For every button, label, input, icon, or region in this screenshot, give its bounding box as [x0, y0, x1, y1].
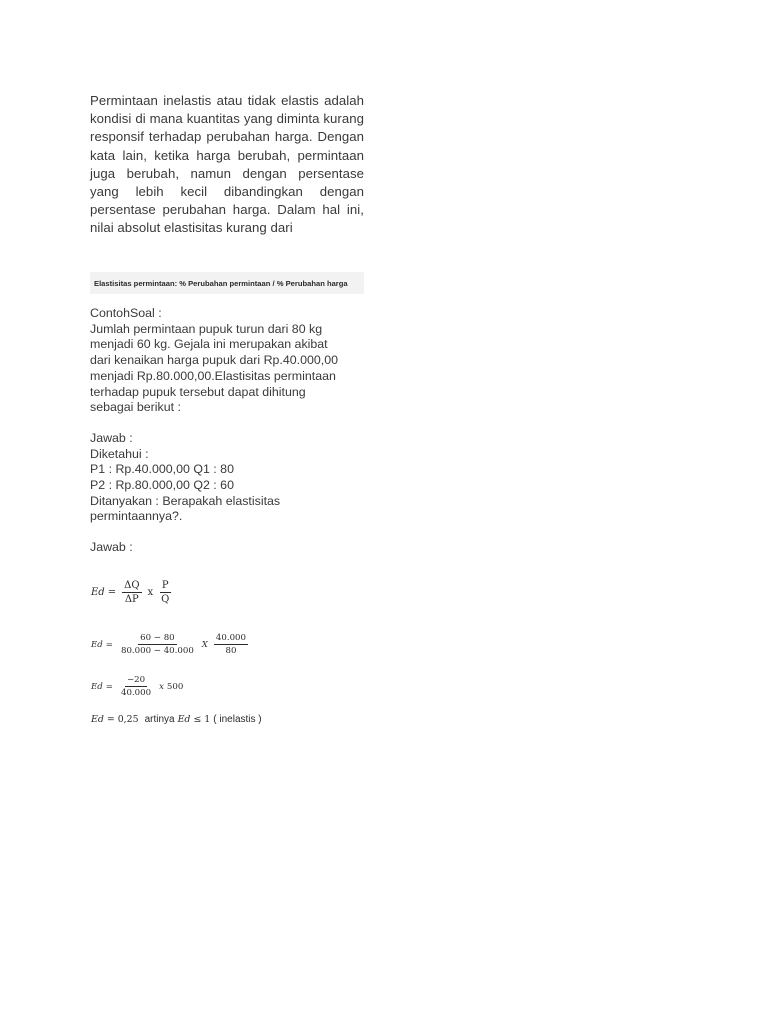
eq-operator: X	[201, 639, 208, 650]
eq-meaning-word: artinya	[144, 714, 175, 725]
eq-equals: =	[105, 681, 113, 692]
eq-conclusion: ( inelastis )	[213, 714, 262, 725]
eq-lhs: Ed	[177, 714, 191, 725]
eq-equals: =	[107, 587, 117, 598]
eq-numerator: 40.000	[215, 633, 246, 643]
intro-paragraph	[90, 92, 364, 238]
eq-fraction	[122, 580, 141, 605]
eq-operator: x	[159, 681, 164, 692]
answer-line: permintaannya?.	[90, 509, 183, 524]
answer-line: P2 : Rp.80.000,00 Q2 : 60	[90, 478, 234, 493]
eq-denominator: Q	[161, 594, 170, 605]
eq-numerator: 60 − 80	[140, 633, 175, 643]
eq-relation: ≤ 1	[193, 714, 211, 725]
eq-denominator: 80.000 − 40.000	[120, 646, 194, 656]
formula-banner	[90, 272, 364, 294]
eq-numerator: P	[161, 580, 169, 591]
eq-numerator: ΔQ	[124, 580, 140, 591]
problem-line: dari kenaikan harga pupuk dari Rp.40.000,00	[90, 353, 338, 368]
eq-value: 500	[166, 681, 184, 692]
equation-substitution	[91, 633, 251, 656]
problem-line: Jumlah permintaan pupuk turun dari 80 kg	[90, 321, 323, 336]
answer-line: P1 : Rp.40.000,00 Q1 : 80	[90, 462, 234, 477]
eq-denominator: ΔP	[124, 594, 139, 605]
eq-lhs: Ed	[91, 714, 104, 725]
problem-line: sebagai berikut :	[90, 400, 181, 415]
example-section	[90, 306, 364, 556]
eq-operator: x	[147, 587, 154, 598]
eq-lhs: Ed	[91, 639, 103, 650]
eq-lhs: Ed	[91, 681, 103, 692]
eq-fraction	[119, 633, 196, 656]
eq-equals: =	[105, 639, 113, 650]
eq-denominator: 80	[225, 646, 237, 656]
answer-line: Ditanyakan : Berapakah elastisitas	[90, 493, 281, 508]
formula-banner-text: Elastisitas permintaan: % Perubahan permintaan / % Perubahan harga	[94, 278, 348, 288]
eq-fraction	[159, 580, 171, 605]
problem-line: terhadap pupuk tersebut dapat dihitung	[90, 384, 306, 399]
spacer	[90, 525, 364, 540]
equation-elasticity-formula	[91, 580, 174, 605]
problem-line: menjadi Rp.80.000,00.Elastisitas permintaan	[90, 368, 336, 383]
equation-simplified	[91, 675, 183, 698]
example-heading: ContohSoal :	[90, 306, 162, 320]
answer-line: Diketahui :	[90, 446, 149, 461]
eq-numerator: −20	[126, 675, 146, 685]
eq-fraction	[214, 633, 248, 656]
answer-label: Jawab :	[90, 540, 133, 555]
intro-text: Permintaan inelastis atau tidak elastis adalah kondisi di mana kuantitas yang diminta kurang responsif terhadap perubahan harga. Dengan kata lain, ketika harga berubah, permintaan juga berubah, namun dengan persentase yang lebih kecil dibandingkan dengan persentase perubahan harga. Dalam hal ini, nilai absolut elastisitas kurang dari	[90, 93, 364, 236]
eq-result-value: = 0,25	[106, 714, 139, 725]
spacer	[90, 416, 364, 431]
answer-line: Jawab :	[90, 430, 133, 445]
eq-fraction	[119, 675, 153, 698]
equation-result	[91, 714, 262, 725]
eq-lhs: Ed	[91, 587, 105, 598]
problem-line: menjadi 60 kg. Gejala ini merupakan akibat	[90, 337, 328, 352]
eq-denominator: 40.000	[120, 688, 152, 698]
